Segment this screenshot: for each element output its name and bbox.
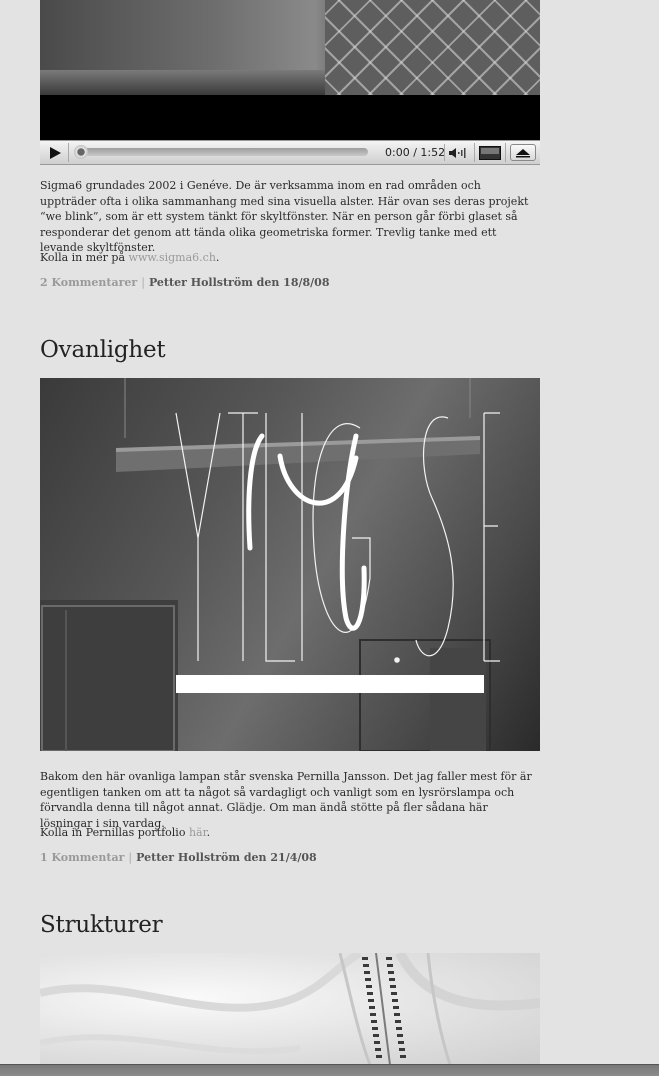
bottom-bar [0,1064,659,1076]
post2-more [40,825,540,841]
time-display: 0:00 / 1:52 [385,146,446,159]
eject-fullscreen-icon [515,148,531,158]
post1-more [40,250,540,266]
post2-meta [40,851,317,864]
post2-title[interactable]: Ovanlighet [40,337,166,363]
video-still-pattern [325,0,540,95]
volume-icon [448,147,468,159]
post3-title[interactable]: Strukturer [40,912,163,938]
leather-zipper-illustration [40,953,540,1065]
post2-byline: Petter Hollström den 21/4/08 [136,851,317,864]
post1-meta [40,276,329,289]
screen-size-icon [479,146,501,160]
volume-button[interactable] [444,144,471,161]
meta-separator: | [128,851,133,864]
portfolio-link[interactable]: här [188,826,207,839]
play-icon [48,146,62,160]
post3-image [40,953,540,1065]
screen-size-button[interactable] [474,143,506,162]
post1-more-suffix: . [215,251,220,264]
play-button[interactable] [42,143,69,162]
post1-more-prefix: Kolla in mer på [40,251,129,264]
video-still-floor [40,70,340,95]
post2-more-prefix: Kolla in Pernillas portfolio [40,826,189,839]
video-controls [40,140,540,165]
post1-paragraph: Sigma6 grundades 2002 i Genéve. De är verksamma inom en rad områden och uppträder ofta i olika sammanhang med sina visuella alster. Här ovan ses deras projekt “we blink”, som är ett system tänkt för skyltfönster. När en person går förbi glaset så responderar det genom att tända olika geometriska former. Trevlig tanke med ett levande skyltfönster. [40,179,529,255]
post1-body [40,178,540,256]
sigma6-link[interactable]: www.sigma6.ch [128,251,216,264]
post1-comments-link[interactable]: 2 Kommentarer [40,276,138,289]
post1-byline: Petter Hollström den 18/8/08 [148,276,330,289]
post2-body [40,769,540,831]
fullscreen-button[interactable] [510,144,536,161]
lamp-illustration [40,378,540,751]
post2-comments-link[interactable]: 1 Kommentar [40,851,125,864]
progress-knob[interactable] [74,145,88,159]
post2-more-suffix: . [206,826,211,839]
meta-separator: | [141,276,145,289]
progress-track[interactable] [74,148,368,156]
post2-image [40,378,540,751]
video-frame[interactable] [40,0,540,140]
post2-paragraph: Bakom den här ovanliga lampan står svenska Pernilla Jansson. Det jag faller mest för är egentligen tanken om att ta något så vardagligt och vanligt som en lysrörslampa och förvandla denna till något annat. Glädje. Om man ändå stötte på fler sådana här lösningar i sin vardag. [40,770,532,830]
